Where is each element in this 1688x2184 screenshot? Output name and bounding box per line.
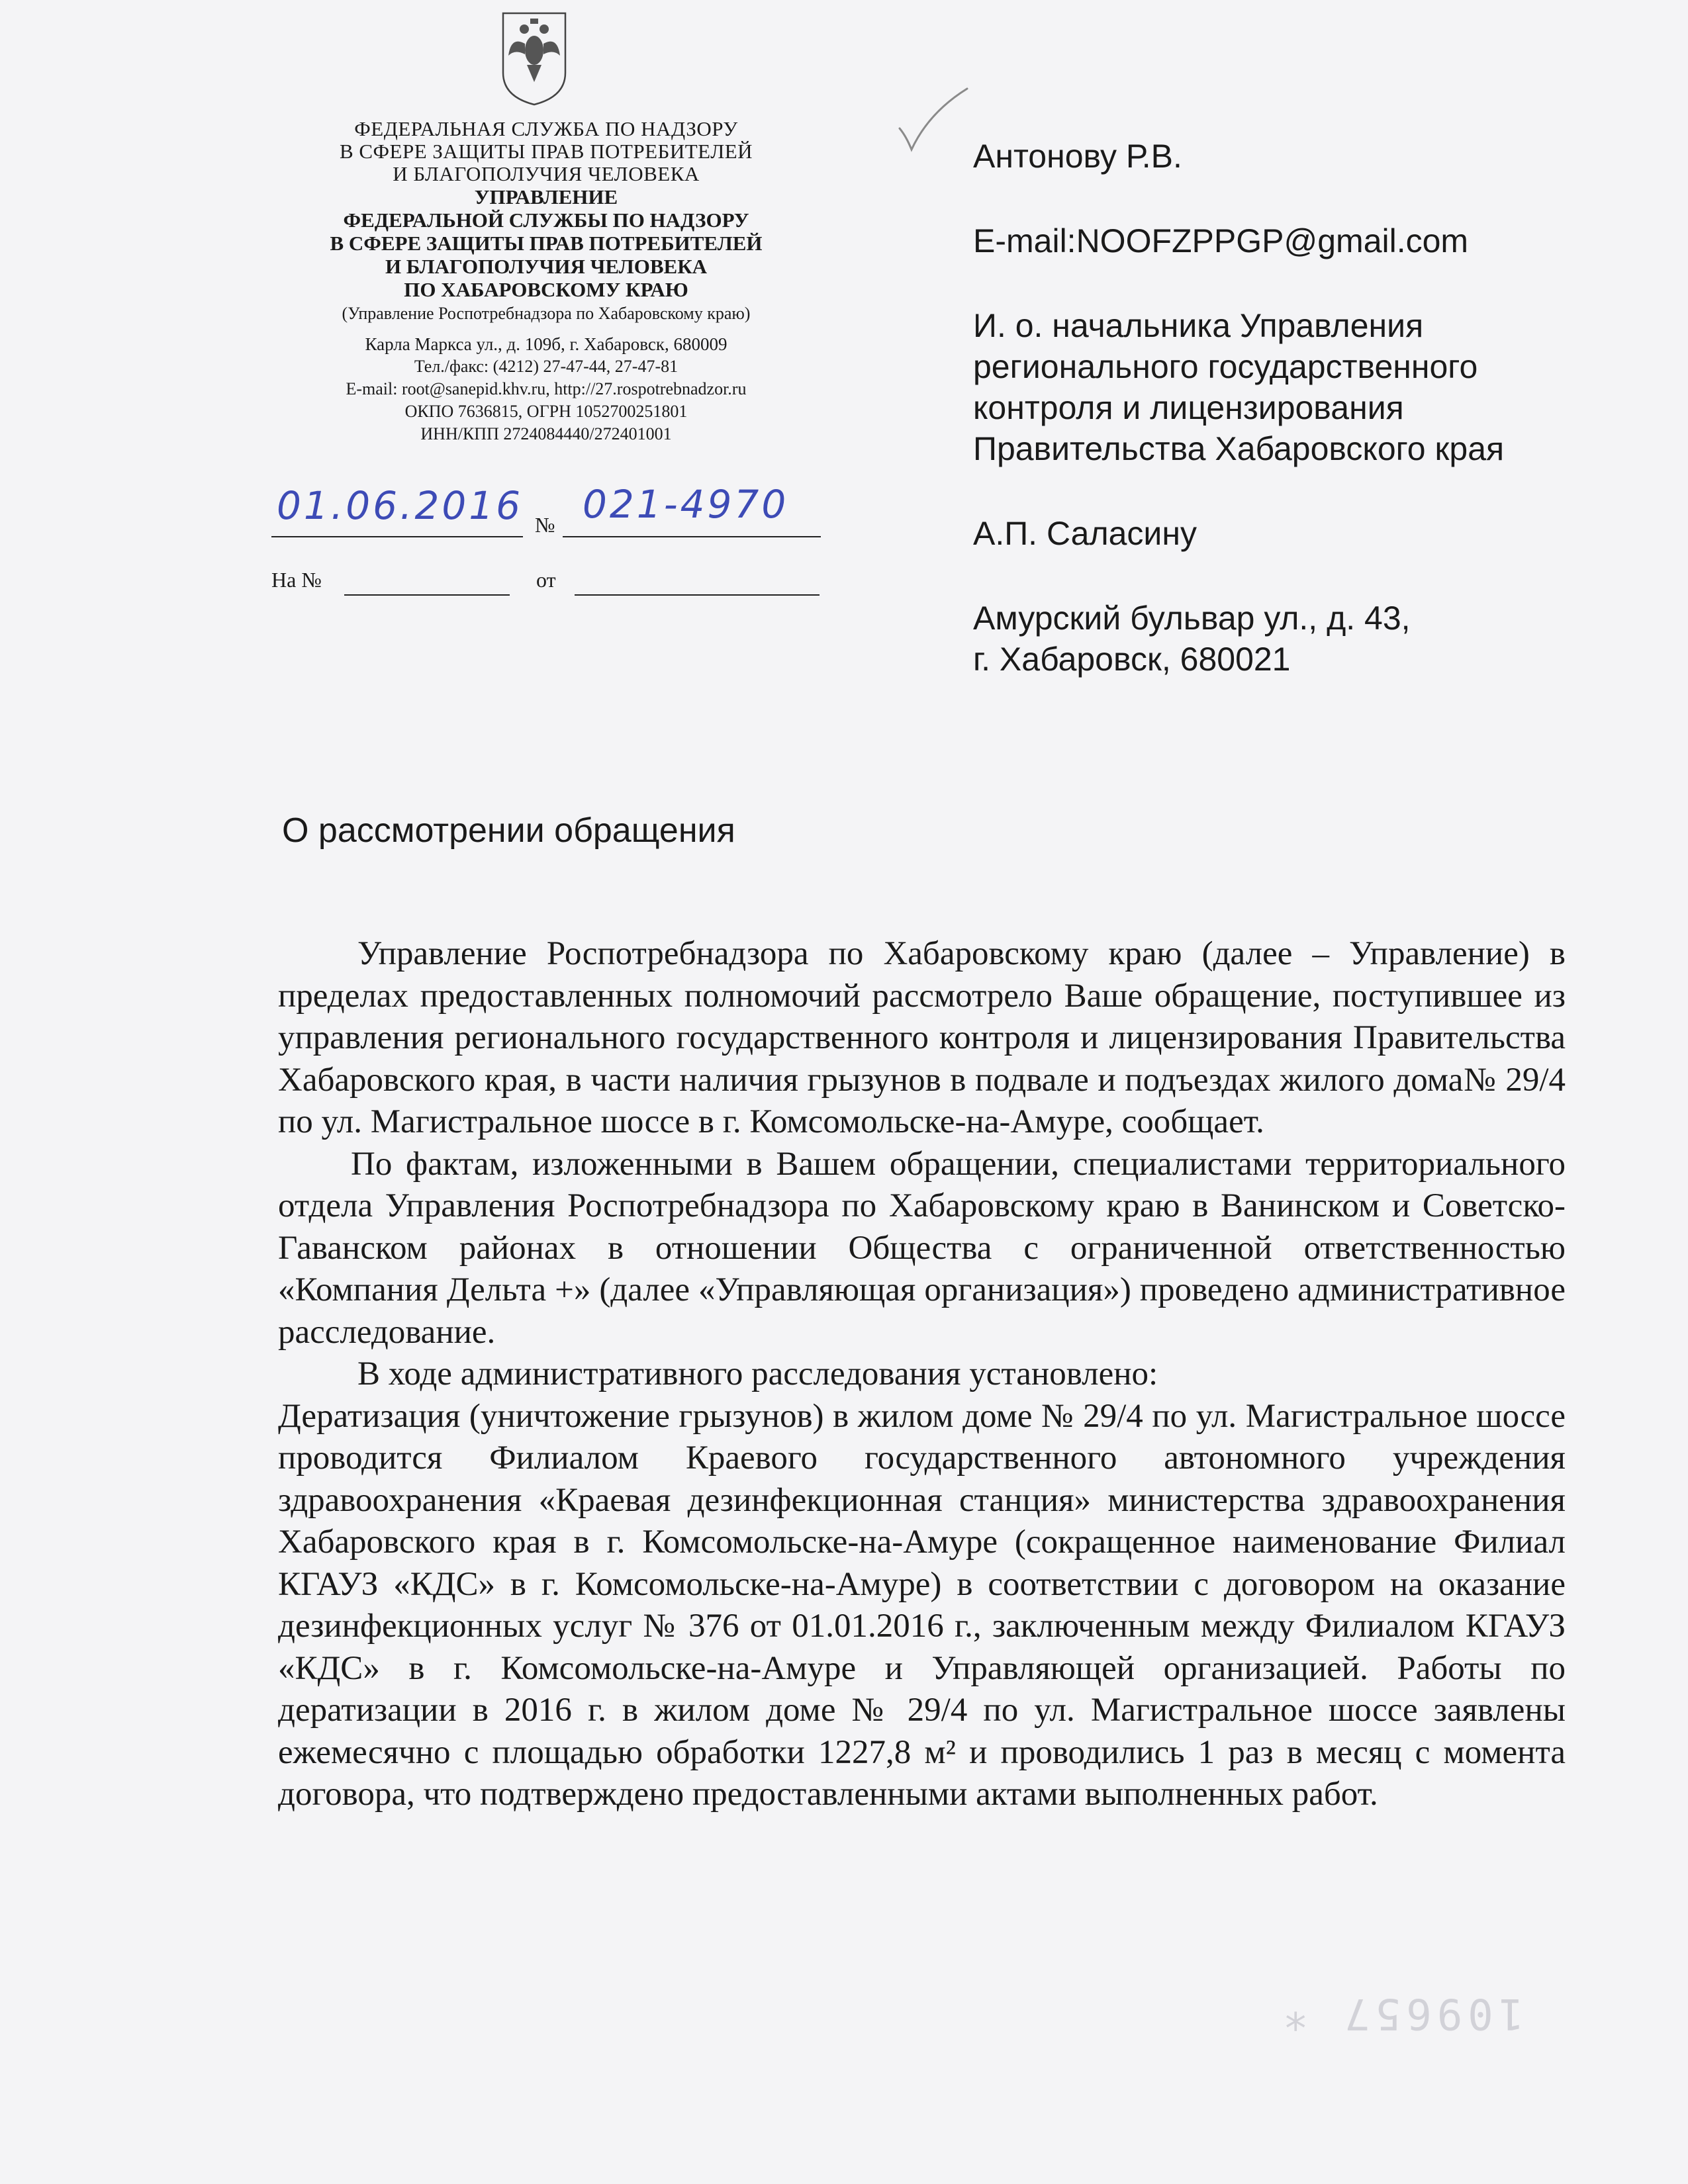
recipient-block [973, 136, 1675, 680]
body-paragraph: Дератизация (уничтожение грызунов) в жилом доме № 29/4 по ул. Магистральное шоссе проводится Филиалом Краевого государственного автономного учреждения здравоохранения «Краевая дезинфекционная станция» министерства здравоохранения Хабаровского края в г. Комсомольске-на-Амуре (сокращенное наименование Филиал КГАУЗ «КДС» в г. Комсомольске-на-Амуре) в соответствии с договором на оказание дезинфекционных услуг № 376 от 01.01.2016 г., заключенным между Филиалом КГАУЗ «КДС» в г. Комсомольске-на-Амуре и Управляющей организацией. Работы по дератизации в 2016 г. в жилом доме № 29/4 по ул. Магистральное шоссе заявлены ежемесячно с площадью обработки 1227,8 м² и проводились 1 раз в месяц с момента договора, что подтверждено предоставленными актами выполненных работ. [278, 1397, 1566, 1813]
dept-line: В СФЕРЕ ЗАЩИТЫ ПРАВ ПОТРЕБИТЕЛЕЙ [330, 232, 763, 255]
recipient-name: Антонову Р.В. [973, 138, 1182, 175]
coat-of-arms-icon [498, 9, 571, 107]
copy-line: регионального государственного [973, 348, 1478, 385]
sender-okpo: ОКПО 7636815, ОГРН 1052700251801 [404, 402, 688, 421]
sender-block [261, 118, 831, 444]
sender-address: Карла Маркса ул., д. 109б, г. Хабаровск, 680009 [365, 334, 727, 354]
ref-date-line [575, 594, 820, 596]
sender-inn: ИНН/КПП 2724084440/272401001 [420, 424, 672, 443]
bleed-through-stamp: 109657 * [1278, 1989, 1524, 2038]
copy-line: контроля и лицензирования [973, 389, 1404, 426]
outgoing-date: 01.06.2016 [277, 483, 524, 528]
dept-line: И БЛАГОПОЛУЧИЯ ЧЕЛОВЕКА [385, 255, 708, 278]
dept-line: ФЕДЕРАЛЬНОЙ СЛУЖБЫ ПО НАДЗОРУ [343, 208, 749, 232]
letter-subject: О рассмотрении обращения [282, 811, 735, 850]
body-paragraph: Управление Роспотребнадзора по Хабаровскому краю (далее – Управление) в пределах предоставленных полномочий рассмотрело Ваше обращение, поступившее из управления регионального государственного контроля и лицензирования Правительства Хабаровского края, в части наличия грызунов в подвале и подъездах жилого дома№ 29/4 по ул. Магистральное шоссе в г. Комсомольске-на-Амуре, сообщает. [278, 935, 1566, 1140]
copy-line: И. о. начальника Управления [973, 307, 1424, 344]
agency-line: ФЕДЕРАЛЬНАЯ СЛУЖБА ПО НАДЗОРУ [354, 117, 738, 140]
outgoing-number: 021-4970 [583, 482, 789, 527]
ref-label: На № [271, 568, 322, 592]
recipient-email: E-mail:NOOFZPPGP@gmail.com [973, 222, 1469, 259]
dept-short-name: (Управление Роспотребнадзора по Хабаровскому краю) [342, 304, 751, 323]
ref-from-label: от [536, 568, 556, 592]
ref-number-line [344, 594, 510, 596]
dept-line: УПРАВЛЕНИЕ [474, 185, 618, 208]
agency-line: И БЛАГОПОЛУЧИЯ ЧЕЛОВЕКА [393, 162, 700, 185]
body-paragraph: В ходе административного расследования установлено: [357, 1355, 1158, 1392]
number-label: № [535, 513, 555, 537]
number-underline [563, 536, 821, 537]
date-underline [271, 536, 523, 537]
dept-line: ПО ХАБАРОВСКОМУ КРАЮ [404, 278, 688, 301]
checkmark-icon [897, 86, 970, 152]
sender-email: E-mail: root@sanepid.khv.ru, http://27.rospotrebnadzor.ru [346, 379, 747, 398]
body-paragraph: По фактам, изложенными в Вашем обращении, специалистами территориального отдела Управления Роспотребнадзора по Хабаровскому краю в Ванинском и Советско-Гаванском районах в отношении Общества с ограниченной ответственностью «Компания Дельта +» (далее «Управляющая организация») проведено административное расследование. [278, 1145, 1566, 1351]
letter-body [278, 933, 1566, 1816]
sender-phone: Тел./факс: (4212) 27-47-44, 27-47-81 [414, 357, 679, 376]
recipient-address: г. Хабаровск, 680021 [973, 641, 1291, 678]
agency-line: В СФЕРЕ ЗАЩИТЫ ПРАВ ПОТРЕБИТЕЛЕЙ [339, 140, 753, 163]
recipient-address: Амурский бульвар ул., д. 43, [973, 600, 1411, 637]
copy-name: А.П. Саласину [973, 515, 1197, 552]
copy-line: Правительства Хабаровского края [973, 430, 1505, 467]
